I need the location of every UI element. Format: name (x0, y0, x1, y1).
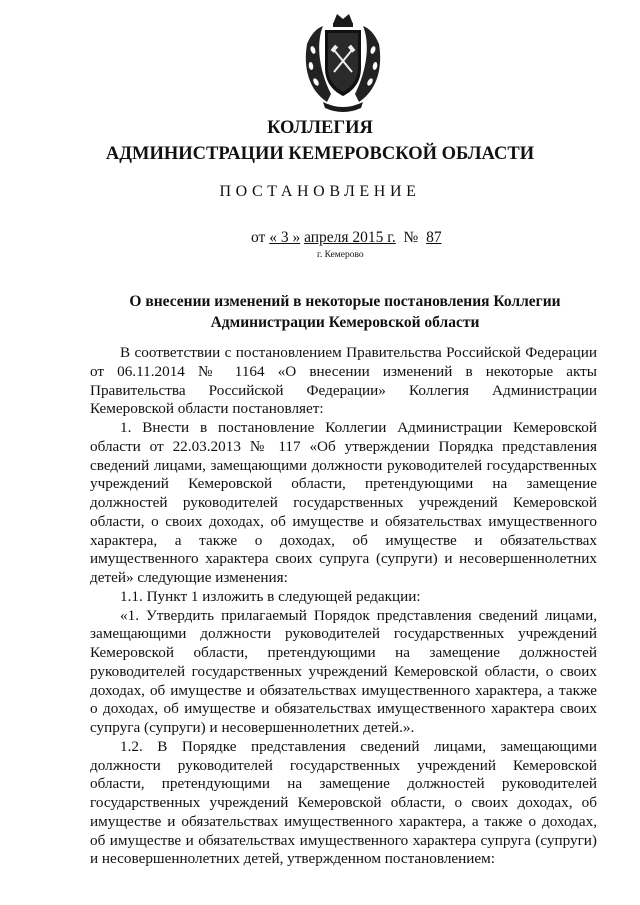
paragraph: 1.1. Пункт 1 изложить в следующей редакции: (120, 587, 421, 605)
date-number-line (251, 229, 442, 247)
city: г. Кемерово (317, 250, 364, 260)
paragraph: 1. Внести в постановление Коллегии Администрации Кемеровской области от 22.03.2013 № 117 «Об утверждении Порядка представления сведений лицами, замещающими должности руководителей государственных учреждений Кемеровской области, претендующими на замещение должностей руководителей государственных учреждений Кемеровской области, о своих доходах, об имуществе и обязательствах имущественного характера, а также о доходах, об имуществе и обязательствах имущественного характера своих супруга (супруги) и несовершеннолетних детей» следующие изменения: (90, 419, 597, 586)
date-month-year: апреля 2015 г. (304, 229, 396, 246)
coat-of-arms-icon (297, 10, 389, 116)
document-subject: О внесении изменений в некоторые постановления Коллегии Администрации Кемеровской области (129, 293, 561, 331)
document-type: ПОСТАНОВЛЕНИЕ (219, 183, 421, 200)
date-day: « 3 » (269, 229, 301, 246)
paragraph: В соответствии с постановлением Правительства Российской Федерации от 06.11.2014 № 1164 «О внесении изменений в некоторые акты Правительства Российской Федерации» Коллегия Администрации Кемеровской области постановляет: (90, 344, 597, 418)
issuer-title-line2: АДМИНИСТРАЦИИ КЕМЕРОВСКОЙ ОБЛАСТИ (105, 144, 535, 164)
document-number: 87 (426, 229, 442, 246)
document-body (90, 344, 597, 869)
paragraph: 1.2. В Порядке представления сведений лицами, замещающими должности руководителей государственных учреждений Кемеровской области, претендующими на замещение должностей руководителей государственных учреждений Кемеровской области, о своих доходах, об имуществе и обязательствах имущественного характера, а также о доходах, об имуществе и обязательствах имущественного характера супруга (супруги) и несовершеннолетних детей, утвержденном постановлением: (90, 737, 597, 868)
paragraph: «1. Утвердить прилагаемый Порядок представления сведений лицами, замещающими должности руководителей государственных учреждений Кемеровской области, претендующими на замещение должностей руководителей государственных учреждений Кемеровской области, о своих доходах, об имуществе и обязательствах имущественного характера, а также о доходах, об имуществе и обязательствах имущественного характера своих супруга (супруги) и несовершеннолетних детей.». (90, 606, 597, 736)
number-sign: № (403, 229, 419, 246)
issuer-title-line1: КОЛЛЕГИЯ (267, 118, 373, 138)
date-prefix: от (251, 229, 266, 246)
